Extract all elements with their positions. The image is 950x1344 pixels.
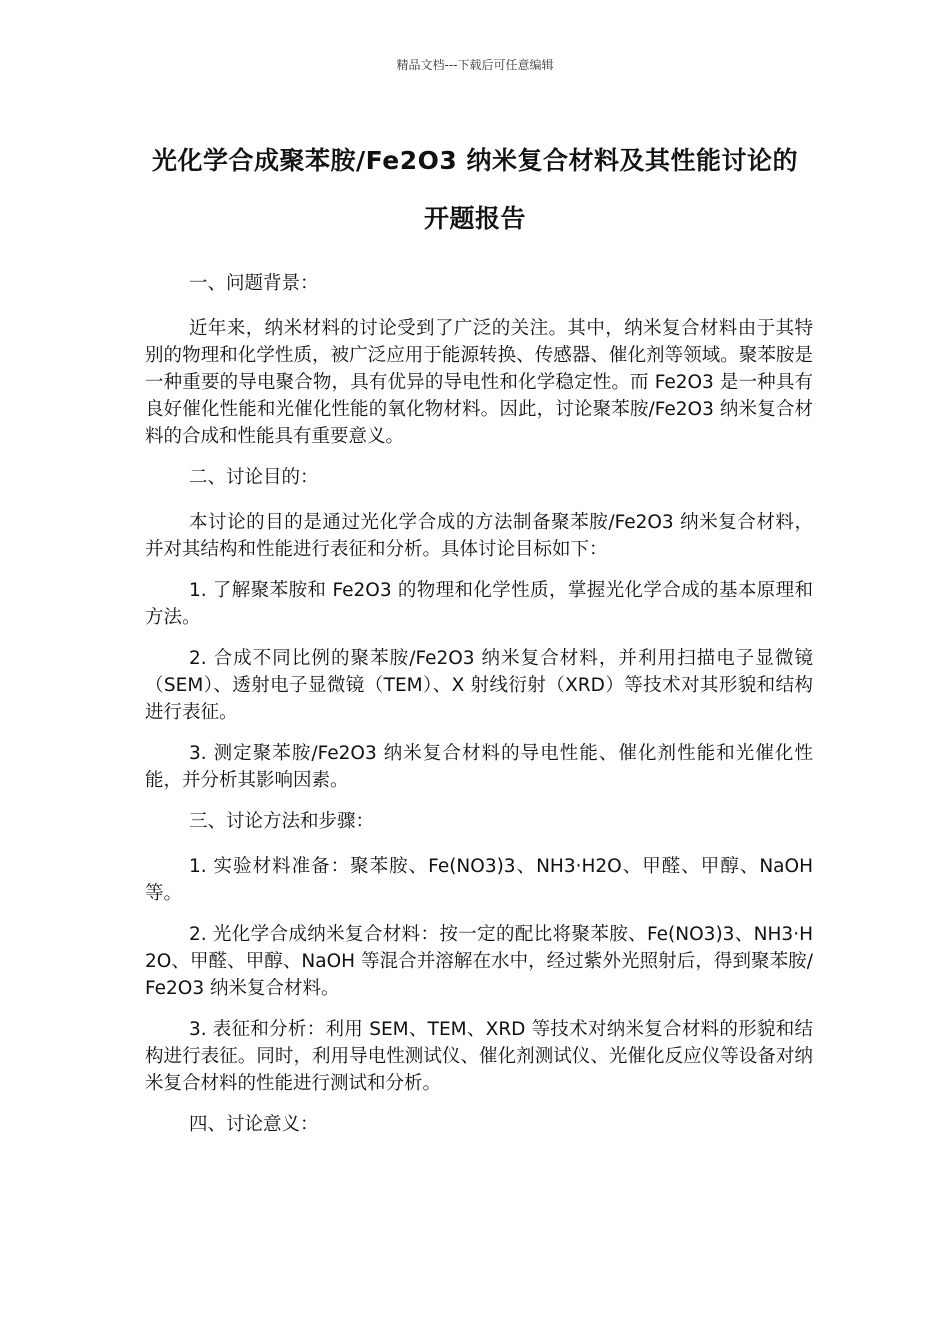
section-heading-background: 一、问题背景： (189, 273, 319, 294)
purpose-item: 2. 合成不同比例的聚苯胺/Fe2O3 纳米复合材料，并利用扫描电子显微镜（SEM）、透射电子显微镜（TEM）、X 射线衍射（XRD）等技术对其形貌和结构进行表征。 (145, 648, 813, 723)
method-item: 2. 光化学合成纳米复合材料：按一定的配比将聚苯胺、Fe(NO3)3、NH3·H2O、甲醛、甲醇、NaOH 等混合并溶解在水中，经过紫外光照射后，得到聚苯胺/Fe2O3 纳米复合材料。 (145, 924, 813, 999)
section-heading-method: 三、讨论方法和步骤： (189, 811, 375, 832)
paragraph-background: 近年来，纳米材料的讨论受到了广泛的关注。其中，纳米复合材料由于其特别的物理和化学性质，被广泛应用于能源转换、传感器、催化剂等领域。聚苯胺是一种重要的导电聚合物，具有优异的导电性和化学稳定性。而 Fe2O3 是一种具有良好催化性能和光催化性能的氧化物材料。因此，讨论聚苯胺/Fe2O3 纳米复合材料的合成和性能具有重要意义。 (145, 318, 813, 447)
paragraph-purpose: 本讨论的目的是通过光化学合成的方法制备聚苯胺/Fe2O3 纳米复合材料，并对其结构和性能进行表征和分析。具体讨论目标如下： (145, 512, 813, 560)
method-item: 3. 表征和分析：利用 SEM、TEM、XRD 等技术对纳米复合材料的形貌和结构进行表征。同时，利用导电性测试仪、催化剂测试仪、光催化反应仪等设备对纳米复合材料的性能进行测试和分析。 (145, 1019, 813, 1094)
section-heading-significance: 四、讨论意义： (189, 1114, 319, 1135)
purpose-item: 1. 了解聚苯胺和 Fe2O3 的物理和化学性质，掌握光化学合成的基本原理和方法。 (145, 580, 813, 628)
section-heading-purpose: 二、讨论目的： (189, 467, 319, 488)
document-body (145, 270, 813, 1156)
method-item: 1. 实验材料准备：聚苯胺、Fe(NO3)3、NH3·H2O、甲醛、甲醇、NaOH 等。 (145, 856, 813, 904)
document-title: 光化学合成聚苯胺/Fe2O3 纳米复合材料及其性能讨论的开题报告 (152, 146, 798, 233)
header-note: 精品文档---下载后可任意编辑 (396, 58, 554, 72)
purpose-item: 3. 测定聚苯胺/Fe2O3 纳米复合材料的导电性能、催化剂性能和光催化性能，并分析其影响因素。 (145, 743, 813, 791)
